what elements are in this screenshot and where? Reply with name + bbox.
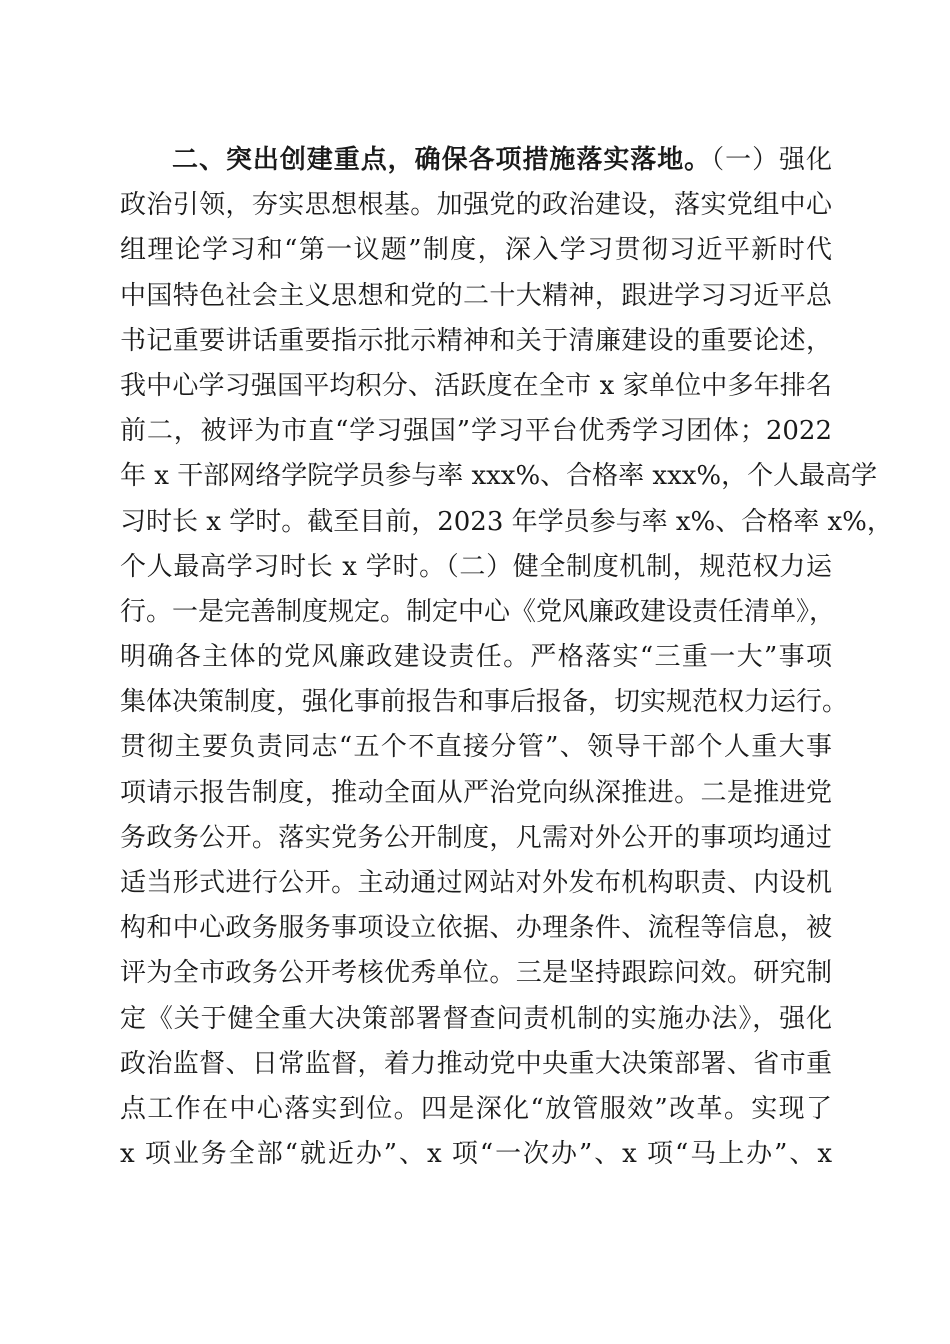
text-line: 适当形式进行公开。主动通过网站对外发布机构职责、内设机: [120, 868, 832, 898]
text-line: 明确各主体的党风廉政建设责任。严格落实“三重一大”事项: [120, 642, 832, 673]
text-line: 我中心学习强国平均积分、活跃度在全市 x 家单位中多年排名: [120, 370, 832, 401]
paragraph-first-line: [120, 138, 832, 183]
text-line: 前二，被评为市直“学习强国”学习平台优秀学习团体；2022: [120, 416, 832, 447]
text-line: 点工作在中心落实到位。四是深化“放管服效”改革。实现了: [120, 1093, 832, 1124]
text-line: 政治监督、日常监督，着力推动党中央重大决策部署、省市重: [120, 1048, 832, 1079]
text-line: 贯彻主要负责同志“五个不直接分管”、领导干部个人重大事: [120, 732, 832, 763]
text-line: 组理论学习和“第一议题”制度，深入学习贯彻习近平新时代: [120, 235, 832, 266]
text-line: 评为全市政务公开考核优秀单位。三是坚持跟踪问效。研究制: [120, 958, 832, 989]
text-line: 书记重要讲话重要指示批示精神和关于清廉建设的重要论述，: [120, 325, 832, 356]
text-line: 中国特色社会主义思想和党的二十大精神，跟进学习习近平总: [120, 280, 832, 311]
text-line: 务政务公开。落实党务公开制度，凡需对外公开的事项均通过: [120, 822, 832, 853]
section-heading: 二、突出创建重点，确保各项措施落实落地。: [172, 145, 712, 175]
text-line: 个人最高学习时长 x 学时。（二）健全制度机制，规范权力运: [120, 551, 832, 582]
text-line: 政治引领，夯实思想根基。加强党的政治建设，落实党组中心: [120, 190, 832, 221]
text-line: 项请示报告制度，推动全面从严治党向纵深推进。二是推进党: [120, 777, 832, 808]
text-line: 构和中心政务服务事项设立依据、办理条件、流程等信息，被: [120, 913, 832, 944]
text-line: 年 x 干部网络学院学员参与率 xxx%、合格率 xxx%，个人最高学: [120, 461, 878, 492]
text-line: 定《关于健全重大决策部署督查问责机制的实施办法》，强化: [120, 1003, 832, 1034]
text-line: 习时长 x 学时。截至目前，2023 年学员参与率 x%、合格率 x%，: [120, 506, 893, 537]
text-line: （一）强化: [711, 145, 832, 175]
text-line: 行。一是完善制度规定。制定中心《党风廉政建设责任清单》，: [120, 596, 836, 627]
text-line: 集体决策制度，强化事前报告和事后报备，切实规范权力运行。: [120, 687, 849, 718]
text-line: x 项业务全部“就近办”、x 项“一次办”、x 项“马上办”、x: [120, 1139, 832, 1170]
body-text: [120, 138, 893, 1177]
